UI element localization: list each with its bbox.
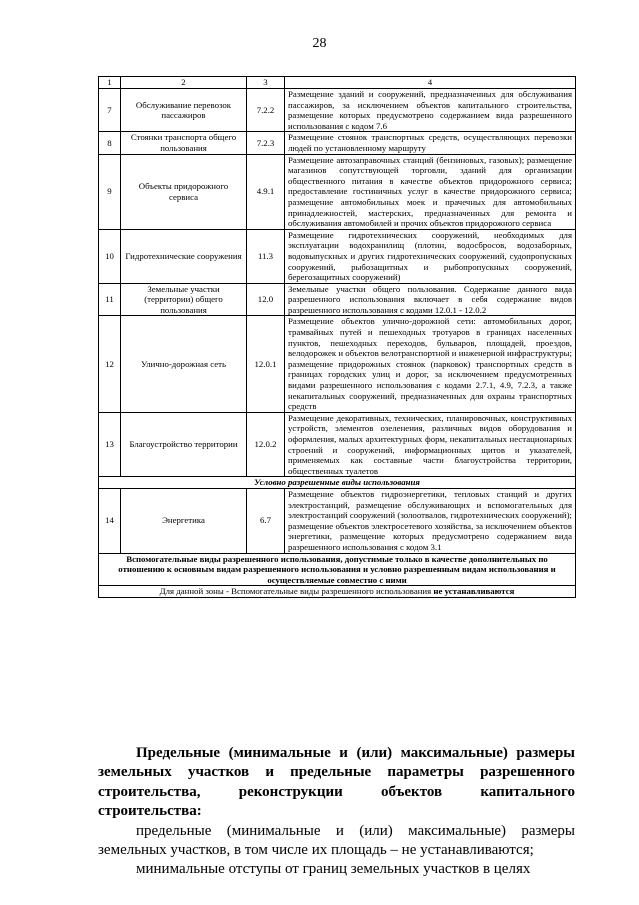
use-name: Гидротехнические сооружения (121, 229, 247, 283)
land-use-table (98, 76, 576, 598)
table-row (99, 89, 576, 132)
use-description: Размещение зданий и сооружений, предназначенных для обслуживания пассажиров, за исключением объектов капитального строительства, размещение которых предусмотрено содержанием вида разрешенного использования с кодом 7.6 (285, 89, 576, 132)
use-description: Размещение объектов улично-дорожной сети: автомобильных дорог, трамвайных путей и пешеходных тротуаров в границах населенных пунктов, пешеходных переходов, бульваров, площадей, проездов, велодорожек и объектов велотранспортной и инженерной инфраструктуры; размещение придорожных стоянок (парковок) транспортных средств в границах городских улиц и дорог, за исключением предусмотренных видами разрешенного использования с кодами 2.7.1, 4.9, 7.2.3, а также некапитальных сооружений, предназначенных для охраны транспортных средств (285, 316, 576, 412)
use-code: 7.2.3 (247, 132, 285, 154)
use-name: Объекты придорожного сервиса (121, 154, 247, 229)
row-number: 11 (99, 283, 121, 316)
use-name: Земельные участки (территории) общего пользования (121, 283, 247, 316)
row-number: 14 (99, 488, 121, 553)
table-row (99, 229, 576, 283)
table-row (99, 316, 576, 412)
footer-note-text: Для данной зоны - Вспомогательные виды разрешенного использования (159, 586, 432, 597)
use-code: 6.7 (247, 488, 285, 553)
use-description: Размещение автозаправочных станций (бензиновых, газовых); размещение магазинов сопутствующей торговли, зданий для организации общественного питания в качестве объектов придорожного сервиса; предоставление гостиничных услуг в качестве придорожного сервиса; размещение автомобильных моек и прачечных для автомобильных принадлежностей, мастерских, предназначенных для ремонта и обслуживания автомобилей и прочих объектов придорожного сервиса (285, 154, 576, 229)
use-code: 11.3 (247, 229, 285, 283)
use-description: Размещение стоянок транспортных средств, осуществляющих перевозки людей по установленному маршруту (285, 132, 576, 154)
use-description: Земельные участки общего пользования. Содержание данного вида разрешенного использования включает в себя содержание видов разрешенного использования с кодами 12.0.1 - 12.0.2 (285, 283, 576, 316)
use-name: Энергетика (121, 488, 247, 553)
use-name: Обслуживание перевозок пассажиров (121, 89, 247, 132)
header-cell: 3 (247, 77, 285, 89)
header-cell: 4 (285, 77, 576, 89)
paragraph-lot-size: предельные (минимальные и (или) максимальные) размеры земельных участков, в том числе их площадь – не устанавливаются; (98, 822, 575, 859)
section-row (99, 553, 576, 586)
table-row (99, 412, 576, 477)
header-cell: 1 (99, 77, 121, 89)
use-description: Размещение декоративных, технических, планировочных, конструктивных устройств, элементов озеленения, различных видов оборудования и оформления, малых архитектурных форм, некапитальных нестационарных строений и сооружений, информационных щитов и указателей, применяемых как составные части благоустройства территории, общественных туалетов (285, 412, 576, 477)
row-number: 9 (99, 154, 121, 229)
table-row (99, 154, 576, 229)
use-code: 12.0.1 (247, 316, 285, 412)
use-description: Размещение гидротехнических сооружений, необходимых для эксплуатации водохранилищ (плотин, водосбросов, водозаборных, водовыпускных и других гидротехнических сооружений, судопропускных сооружений, рыбозащитных и рыбопропускных сооружений, берегозащитных сооружений) (285, 229, 576, 283)
header-cell: 2 (121, 77, 247, 89)
use-description: Размещение объектов гидроэнергетики, тепловых станций и других электростанций, размещение обслуживающих и вспомогательных для электростанций сооружений (золоотвалов, гидротехнических сооружений); размещение объектов электросетевого хозяйства, за исключением объектов энергетики, размещение которых предусмотрено содержанием вида разрешенного использования с кодом 3.1 (285, 488, 576, 553)
table-row (99, 488, 576, 553)
use-code: 4.9.1 (247, 154, 285, 229)
paragraph-setbacks: минимальные отступы от границ земельных участков в целях (136, 861, 531, 878)
row-number: 7 (99, 89, 121, 132)
row-number: 13 (99, 412, 121, 477)
section-heading: Предельные (минимальные и (или) максимальные) размеры земельных участков и предельные параметры разрешенного строительства, реконструкции объектов капитального строительства: (98, 745, 575, 820)
use-code: 12.0 (247, 283, 285, 316)
row-number: 8 (99, 132, 121, 154)
use-name: Благоустройство территории (121, 412, 247, 477)
row-number: 10 (99, 229, 121, 283)
footer-row (99, 586, 576, 598)
table-row (99, 283, 576, 316)
use-code: 7.2.2 (247, 89, 285, 132)
page-number: 28 (312, 36, 327, 51)
footer-note (99, 586, 576, 598)
footer-note-emphasis: не устанавливаются (433, 586, 515, 597)
table-row (99, 132, 576, 154)
use-name: Улично-дорожная сеть (121, 316, 247, 412)
row-number: 12 (99, 316, 121, 412)
use-code: 12.0.2 (247, 412, 285, 477)
body-text (98, 744, 575, 880)
auxiliary-uses-title: Вспомогательные виды разрешенного использования, допустимые только в качестве дополнительных по отношению к основным видам разрешенного использования и условно разрешенным видам использования и осуществляемые совместно с ними (99, 553, 576, 586)
section-row (99, 477, 576, 489)
use-name: Стоянки транспорта общего пользования (121, 132, 247, 154)
table-header-row (99, 77, 576, 89)
conditional-uses-title: Условно разрешенные виды использования (99, 477, 576, 489)
